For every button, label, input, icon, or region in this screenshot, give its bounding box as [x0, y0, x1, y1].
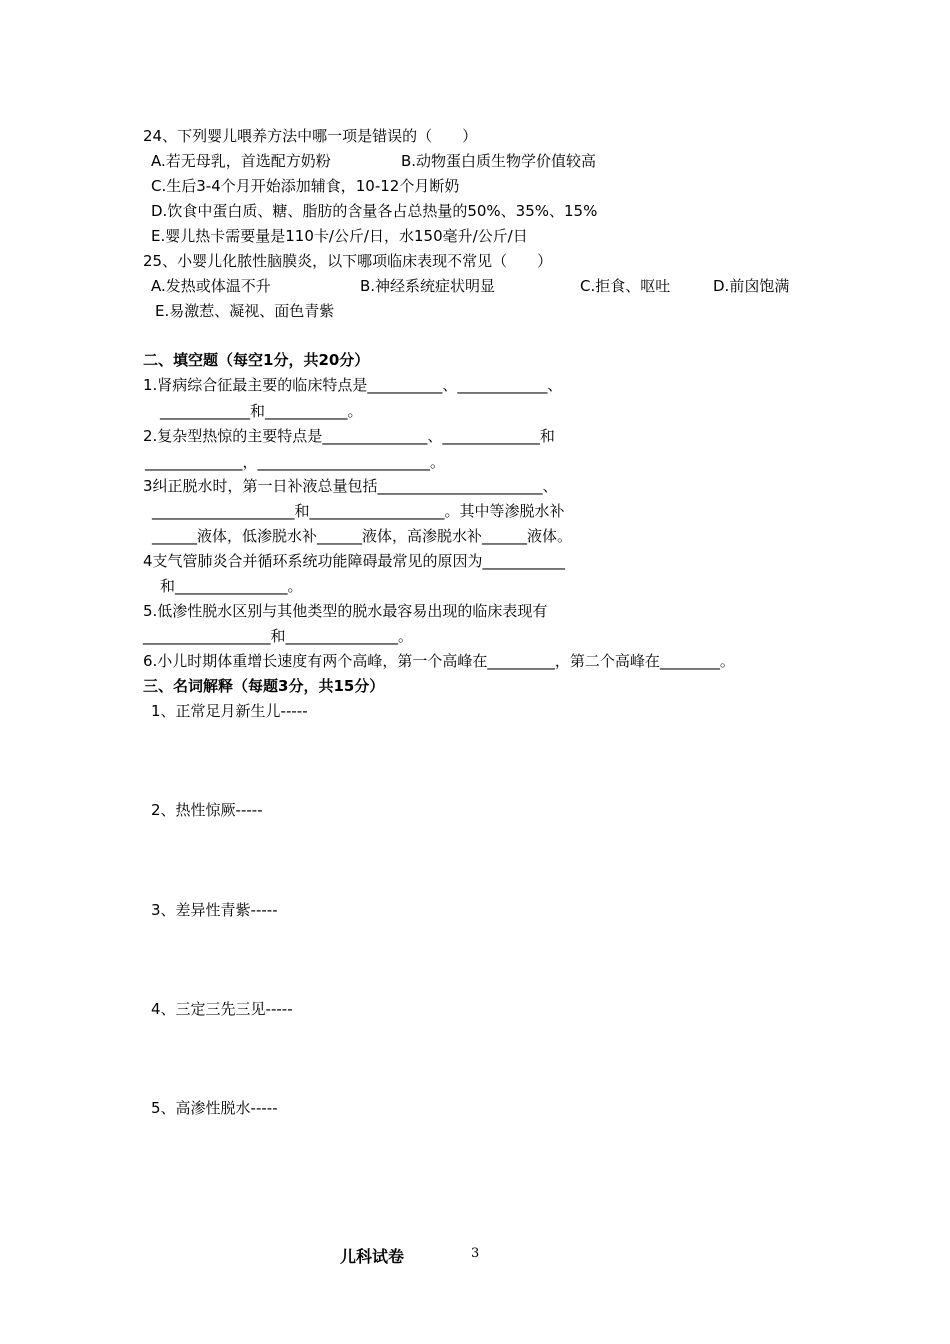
fill-line: 4支气管肺炎合并循环系统功能障碍最常见的原因为___________	[143, 552, 566, 570]
q25-stem: 25、小婴儿化脓性脑膜炎，以下哪项临床表现不常见（ ）	[143, 252, 553, 270]
term-item: 5、高渗性脱水-----	[151, 1099, 278, 1117]
page-number: 3	[471, 1246, 480, 1261]
q24-option-d: D.饮食中蛋白质、糖、脂肪的含量各占总热量的50%、35%、15%	[151, 202, 598, 220]
fill-line: 5.低渗性脱水区别与其他类型的脱水最容易出现的临床表现有	[143, 602, 548, 620]
fill-line: 和_______________。	[160, 577, 303, 595]
q24-option-c: C.生后3-4个月开始添加辅食，10-12个月断奶	[151, 177, 460, 195]
fill-line: 3纠正脱水时，第一日补液总量包括______________________、	[143, 477, 558, 495]
fill-line: 6.小儿时期体重增长速度有两个高峰，第一个高峰在_________，第二个高峰在________。	[143, 652, 735, 670]
term-item: 3、差异性青紫-----	[151, 901, 278, 919]
fill-line: 1.肾病综合征最主要的临床特点是__________、____________、	[143, 376, 563, 394]
q24-stem: 24、下列婴儿喂养方法中哪一项是错误的（ ）	[143, 127, 478, 145]
section3-heading: 三、名词解释（每题3分，共15分）	[143, 677, 385, 695]
q24-option-a: A.若无母乳，首选配方奶粉	[151, 152, 331, 170]
footer-title: 儿科试卷	[340, 1247, 405, 1266]
term-item: 2、热性惊厥-----	[151, 801, 263, 819]
fill-line: 2.复杂型热惊的主要特点是______________、_____________和	[143, 427, 555, 445]
q25-option-c: C.拒食、呕吐	[580, 277, 671, 295]
q24-option-b: B.动物蛋白质生物学价值较高	[401, 152, 597, 170]
q25-option-b: B.神经系统症状明显	[360, 277, 496, 295]
fill-line: ___________________和__________________。其中等渗脱水补	[152, 502, 565, 520]
q24-option-e: E.婴儿热卡需要量是110卡/公斤/日，水150毫升/公斤/日	[151, 227, 528, 245]
fill-line: _____________，_______________________。	[145, 453, 446, 471]
fill-line: _________________和_______________。	[143, 627, 414, 645]
q25-option-a: A.发热或体温不升	[151, 277, 271, 295]
fill-line: ____________和___________。	[160, 402, 363, 420]
fill-line: ______液体，低渗脱水补______液体，高渗脱水补______液体。	[152, 527, 573, 545]
term-item: 1、正常足月新生儿-----	[151, 702, 308, 720]
section2-heading: 二、填空题（每空1分，共20分）	[143, 351, 370, 369]
q25-option-e: E.易激惹、凝视、面色青紫	[155, 302, 335, 320]
term-item: 4、三定三先三见-----	[151, 1000, 293, 1018]
q25-option-d: D.前囟饱满	[713, 277, 790, 295]
